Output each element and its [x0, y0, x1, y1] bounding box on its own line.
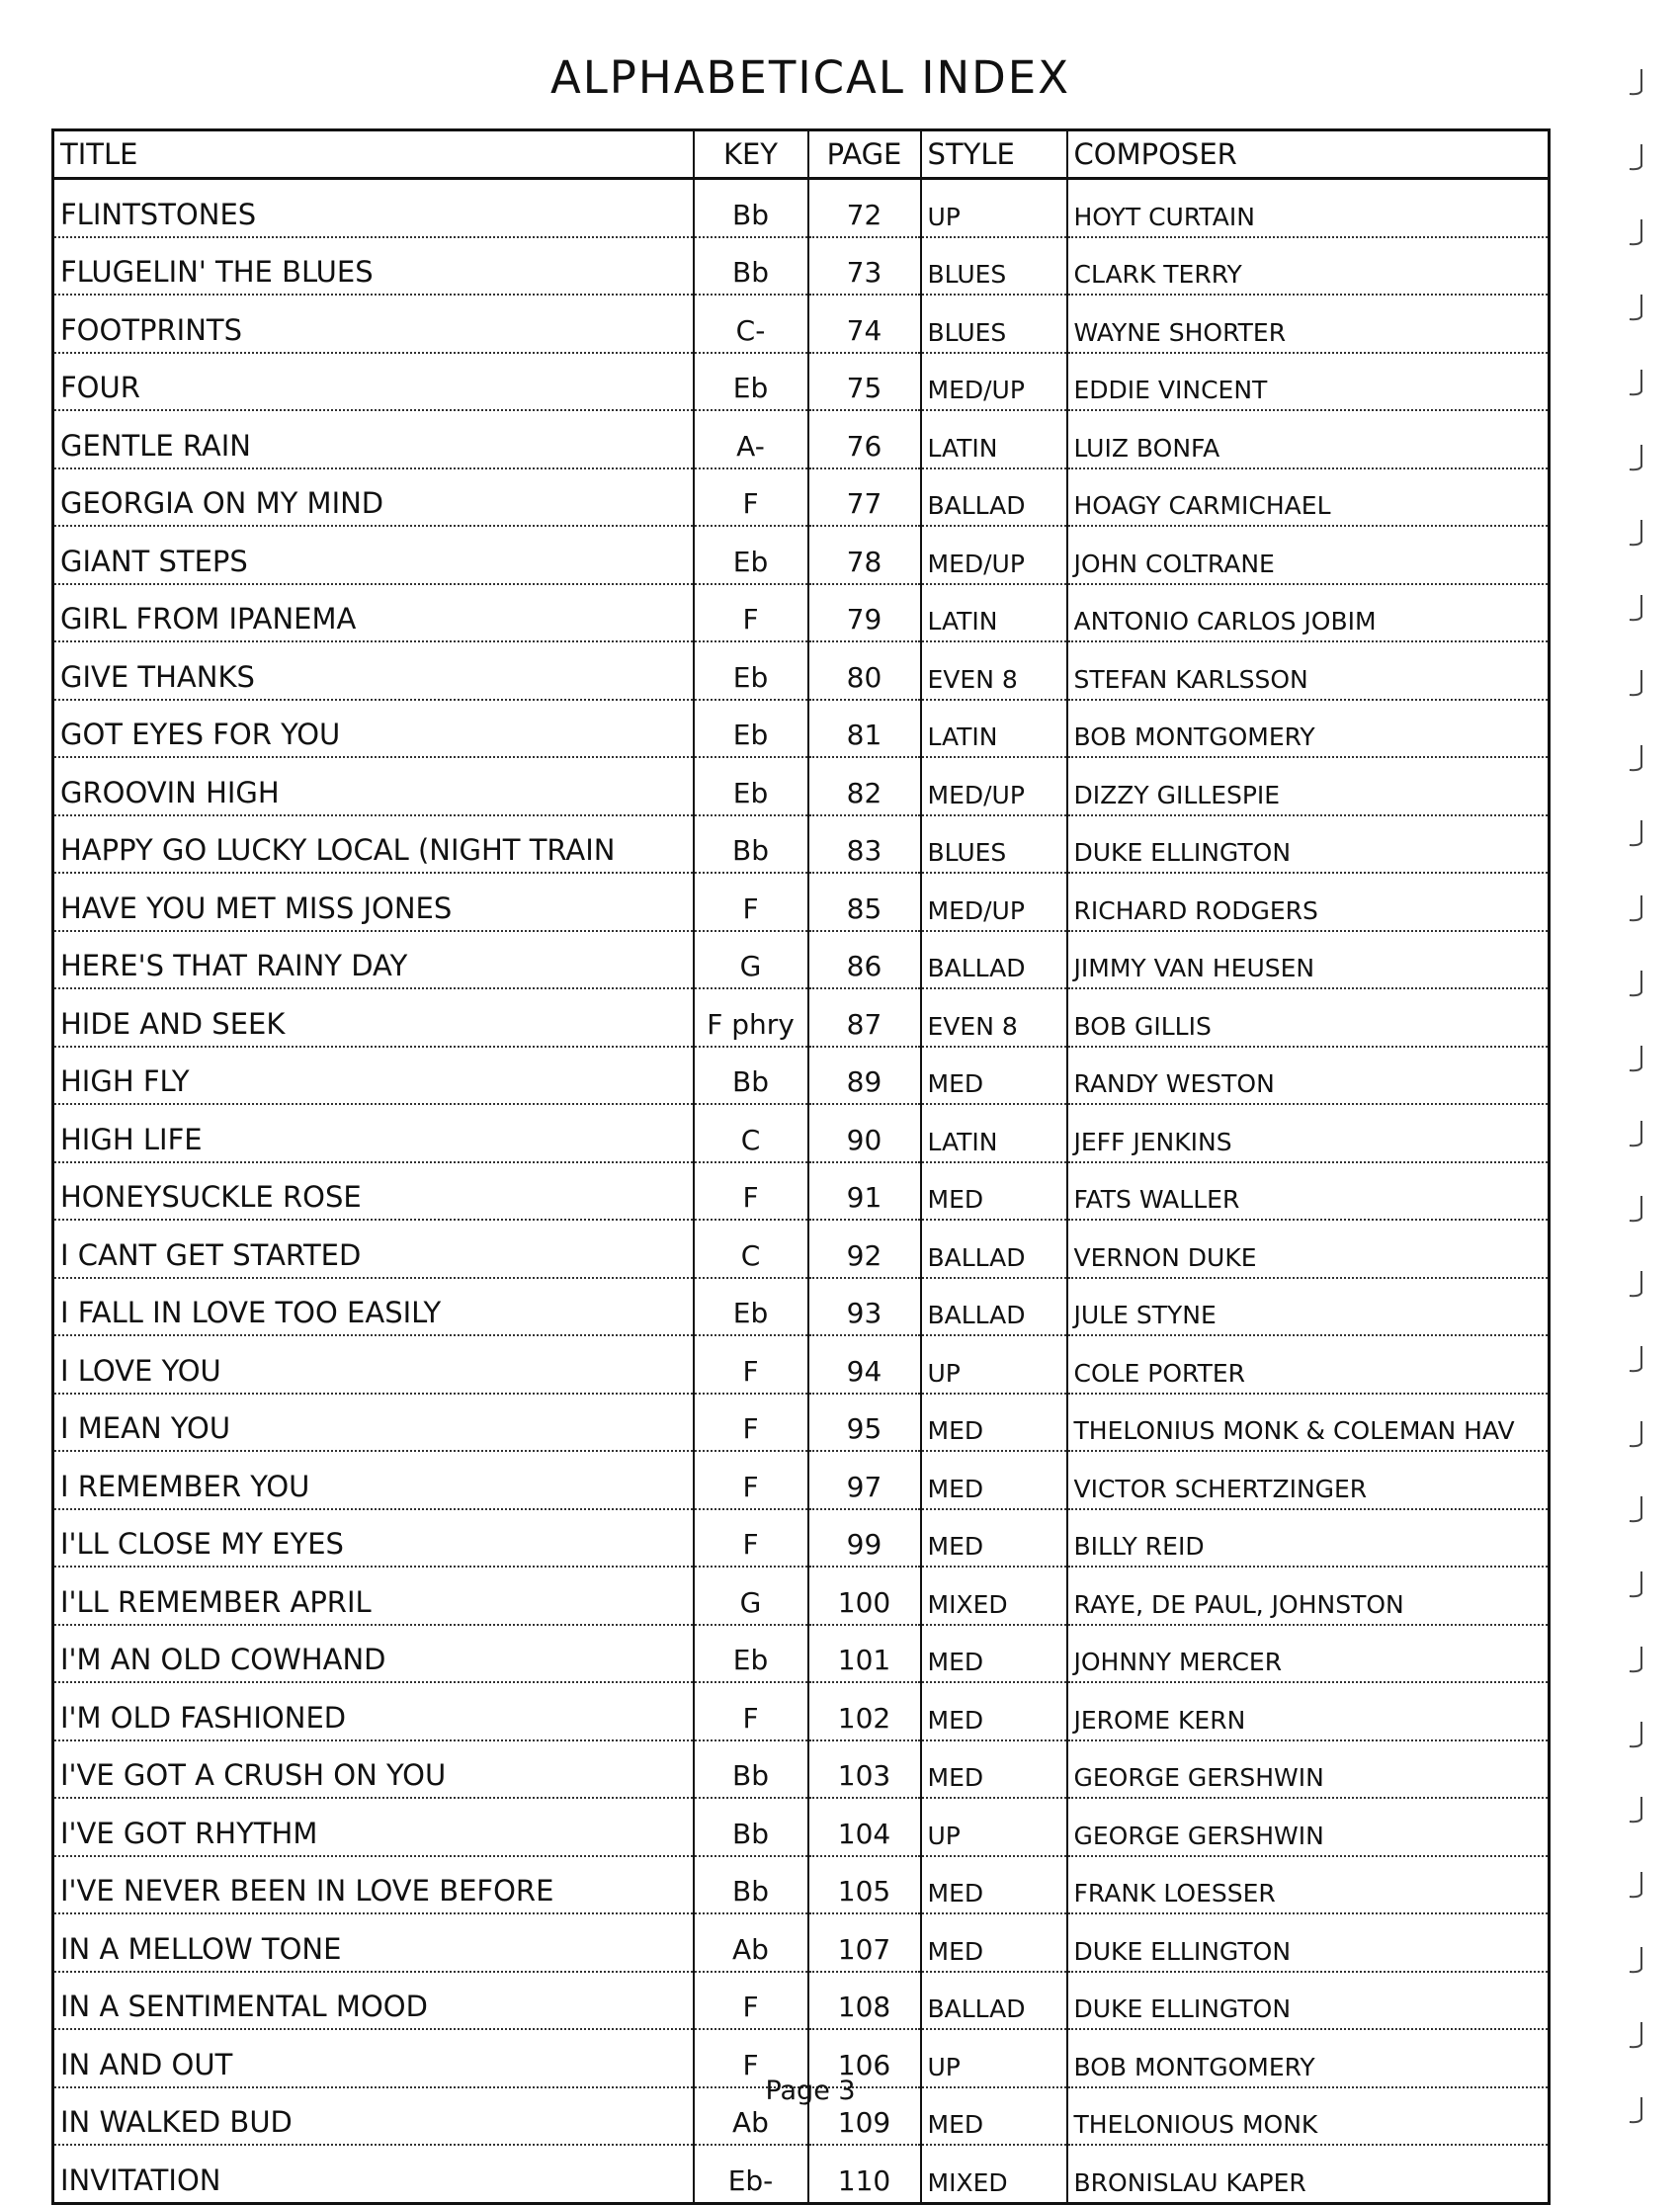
- song-style: MED: [921, 1682, 1067, 1740]
- song-title: HAVE YOU MET MISS JONES: [53, 873, 694, 931]
- song-style: LATIN: [921, 700, 1067, 758]
- song-title: I'LL REMEMBER APRIL: [53, 1567, 694, 1625]
- song-style: UP: [921, 2029, 1067, 2087]
- header-row: [53, 130, 1550, 179]
- song-key: Bb: [694, 1856, 808, 1914]
- song-title: I'VE NEVER BEEN IN LOVE BEFORE: [53, 1856, 694, 1914]
- song-composer: EDDIE VINCENT: [1067, 353, 1550, 411]
- song-composer: FATS WALLER: [1067, 1162, 1550, 1221]
- song-page: 77: [808, 468, 921, 527]
- song-style: MED: [921, 1451, 1067, 1509]
- song-key: F: [694, 1451, 808, 1509]
- song-composer: FRANK LOESSER: [1067, 1856, 1550, 1914]
- song-style: UP: [921, 1798, 1067, 1856]
- song-title: I'M OLD FASHIONED: [53, 1682, 694, 1740]
- song-title: HIGH LIFE: [53, 1104, 694, 1162]
- song-title: IN A SENTIMENTAL MOOD: [53, 1972, 694, 2030]
- song-title: HIGH FLY: [53, 1047, 694, 1105]
- song-composer: JIMMY VAN HEUSEN: [1067, 931, 1550, 989]
- song-title: I FALL IN LOVE TOO EASILY: [53, 1278, 694, 1336]
- song-style: MED: [921, 1856, 1067, 1914]
- song-title: I CANT GET STARTED: [53, 1220, 694, 1278]
- song-page: 99: [808, 1509, 921, 1568]
- song-title: HAPPY GO LUCKY LOCAL (NIGHT TRAIN: [53, 815, 694, 874]
- song-key: A-: [694, 410, 808, 468]
- song-style: MIXED: [921, 1567, 1067, 1625]
- song-key: C: [694, 1104, 808, 1162]
- song-composer: COLE PORTER: [1067, 1335, 1550, 1394]
- binding-marks: [1626, 30, 1645, 2125]
- song-style: MED/UP: [921, 353, 1067, 411]
- song-style: LATIN: [921, 410, 1067, 468]
- song-page: 94: [808, 1335, 921, 1394]
- table-row: [53, 237, 1550, 296]
- table-row: [53, 1162, 1550, 1221]
- song-key: F: [694, 1509, 808, 1568]
- song-composer: JOHN COLTRANE: [1067, 526, 1550, 584]
- alphabetical-index-table: [51, 128, 1551, 2205]
- table-row: [53, 1972, 1550, 2030]
- table-row: [53, 1567, 1550, 1625]
- song-page: 74: [808, 295, 921, 353]
- song-key: Bb: [694, 179, 808, 237]
- header-composer: COMPOSER: [1067, 130, 1550, 179]
- song-composer: THELONIUS MONK & COLEMAN HAV: [1067, 1394, 1550, 1452]
- song-style: UP: [921, 1335, 1067, 1394]
- song-style: BALLAD: [921, 1278, 1067, 1336]
- song-style: MED: [921, 1047, 1067, 1105]
- song-title: GIRL FROM IPANEMA: [53, 584, 694, 642]
- song-key: Eb: [694, 526, 808, 584]
- song-page: 90: [808, 1104, 921, 1162]
- song-key: Bb: [694, 1798, 808, 1856]
- song-page: 109: [808, 2087, 921, 2146]
- song-style: BALLAD: [921, 1972, 1067, 2030]
- song-composer: DIZZY GILLESPIE: [1067, 757, 1550, 815]
- song-page: 86: [808, 931, 921, 989]
- song-key: F: [694, 1972, 808, 2030]
- song-key: Bb: [694, 1740, 808, 1799]
- song-title: GIANT STEPS: [53, 526, 694, 584]
- song-page: 102: [808, 1682, 921, 1740]
- song-composer: LUIZ BONFA: [1067, 410, 1550, 468]
- song-style: MED: [921, 1913, 1067, 1972]
- song-page: 100: [808, 1567, 921, 1625]
- song-key: F: [694, 1335, 808, 1394]
- table-row: [53, 1682, 1550, 1740]
- table-row: [53, 353, 1550, 411]
- song-page: 91: [808, 1162, 921, 1221]
- song-page: 81: [808, 700, 921, 758]
- song-composer: VICTOR SCHERTZINGER: [1067, 1451, 1550, 1509]
- song-style: BLUES: [921, 815, 1067, 874]
- song-composer: BOB MONTGOMERY: [1067, 2029, 1550, 2087]
- song-page: 85: [808, 873, 921, 931]
- song-composer: CLARK TERRY: [1067, 237, 1550, 296]
- song-key: F: [694, 1682, 808, 1740]
- song-page: 87: [808, 988, 921, 1047]
- song-key: F: [694, 873, 808, 931]
- song-style: MED: [921, 1740, 1067, 1799]
- table-row: [53, 179, 1550, 237]
- song-composer: STEFAN KARLSSON: [1067, 641, 1550, 700]
- song-page: 76: [808, 410, 921, 468]
- song-style: BLUES: [921, 295, 1067, 353]
- song-key: G: [694, 1567, 808, 1625]
- header-style: STYLE: [921, 130, 1067, 179]
- song-composer: ANTONIO CARLOS JOBIM: [1067, 584, 1550, 642]
- song-page: 83: [808, 815, 921, 874]
- song-title: FLINTSTONES: [53, 179, 694, 237]
- song-composer: BRONISLAU KAPER: [1067, 2145, 1550, 2203]
- song-page: 104: [808, 1798, 921, 1856]
- song-style: MED: [921, 1509, 1067, 1568]
- table-row: [53, 1913, 1550, 1972]
- song-page: 95: [808, 1394, 921, 1452]
- song-page: 93: [808, 1278, 921, 1336]
- song-key: Eb: [694, 1278, 808, 1336]
- song-composer: GEORGE GERSHWIN: [1067, 1740, 1550, 1799]
- song-key: F: [694, 468, 808, 527]
- song-page: 101: [808, 1625, 921, 1683]
- table-row: [53, 757, 1550, 815]
- header-title: TITLE: [53, 130, 694, 179]
- song-style: MED: [921, 1625, 1067, 1683]
- song-title: GOT EYES FOR YOU: [53, 700, 694, 758]
- table-row: [53, 295, 1550, 353]
- song-key: Bb: [694, 1047, 808, 1105]
- song-composer: THELONIOUS MONK: [1067, 2087, 1550, 2146]
- song-title: HONEYSUCKLE ROSE: [53, 1162, 694, 1221]
- song-key: C: [694, 1220, 808, 1278]
- song-page: 79: [808, 584, 921, 642]
- song-composer: JULE STYNE: [1067, 1278, 1550, 1336]
- song-title: IN A MELLOW TONE: [53, 1913, 694, 1972]
- song-composer: GEORGE GERSHWIN: [1067, 1798, 1550, 1856]
- table-row: [53, 1047, 1550, 1105]
- song-composer: RANDY WESTON: [1067, 1047, 1550, 1105]
- song-title: I REMEMBER YOU: [53, 1451, 694, 1509]
- song-page: 80: [808, 641, 921, 700]
- song-title: I MEAN YOU: [53, 1394, 694, 1452]
- song-title: GROOVIN HIGH: [53, 757, 694, 815]
- song-title: HIDE AND SEEK: [53, 988, 694, 1047]
- song-composer: BOB MONTGOMERY: [1067, 700, 1550, 758]
- song-composer: RICHARD RODGERS: [1067, 873, 1550, 931]
- table-row: [53, 1220, 1550, 1278]
- song-composer: HOYT CURTAIN: [1067, 179, 1550, 237]
- song-title: INVITATION: [53, 2145, 694, 2203]
- table-row: [53, 873, 1550, 931]
- song-title: GENTLE RAIN: [53, 410, 694, 468]
- song-key: F: [694, 584, 808, 642]
- table-row: [53, 1856, 1550, 1914]
- song-title: GEORGIA ON MY MIND: [53, 468, 694, 527]
- song-composer: DUKE ELLINGTON: [1067, 815, 1550, 874]
- song-page: 108: [808, 1972, 921, 2030]
- song-key: F phry: [694, 988, 808, 1047]
- song-style: LATIN: [921, 1104, 1067, 1162]
- song-style: MED/UP: [921, 873, 1067, 931]
- table-row: [53, 988, 1550, 1047]
- song-key: Eb: [694, 641, 808, 700]
- song-style: MED/UP: [921, 526, 1067, 584]
- song-key: Bb: [694, 237, 808, 296]
- song-title: GIVE THANKS: [53, 641, 694, 700]
- song-page: 105: [808, 1856, 921, 1914]
- song-title: FOOTPRINTS: [53, 295, 694, 353]
- table-row: [53, 1278, 1550, 1336]
- page-number: Page 3: [765, 2076, 856, 2106]
- song-page: 75: [808, 353, 921, 411]
- song-composer: WAYNE SHORTER: [1067, 295, 1550, 353]
- table-row: [53, 1798, 1550, 1856]
- song-page: 103: [808, 1740, 921, 1799]
- song-composer: RAYE, DE PAUL, JOHNSTON: [1067, 1567, 1550, 1625]
- song-page: 82: [808, 757, 921, 815]
- table-row: [53, 1625, 1550, 1683]
- table-row: [53, 1509, 1550, 1568]
- song-page: 97: [808, 1451, 921, 1509]
- song-page: 73: [808, 237, 921, 296]
- song-key: Eb-: [694, 2145, 808, 2203]
- table-row: [53, 584, 1550, 642]
- song-composer: JEROME KERN: [1067, 1682, 1550, 1740]
- table-row: [53, 931, 1550, 989]
- song-key: Ab: [694, 2087, 808, 2146]
- song-composer: BILLY REID: [1067, 1509, 1550, 1568]
- song-style: UP: [921, 179, 1067, 237]
- song-page: 89: [808, 1047, 921, 1105]
- song-page: 72: [808, 179, 921, 237]
- table-row: [53, 2145, 1550, 2203]
- song-style: BALLAD: [921, 931, 1067, 989]
- song-title: I LOVE YOU: [53, 1335, 694, 1394]
- song-page: 107: [808, 1913, 921, 1972]
- song-title: IN AND OUT: [53, 2029, 694, 2087]
- song-key: Ab: [694, 1913, 808, 1972]
- song-style: BLUES: [921, 237, 1067, 296]
- song-key: Eb: [694, 700, 808, 758]
- song-key: F: [694, 1162, 808, 1221]
- song-composer: VERNON DUKE: [1067, 1220, 1550, 1278]
- song-key: G: [694, 931, 808, 989]
- song-key: C-: [694, 295, 808, 353]
- song-page: 106: [808, 2029, 921, 2087]
- song-page: 92: [808, 1220, 921, 1278]
- song-page: 110: [808, 2145, 921, 2203]
- song-key: Eb: [694, 1625, 808, 1683]
- song-title: FLUGELIN' THE BLUES: [53, 237, 694, 296]
- song-title: I'LL CLOSE MY EYES: [53, 1509, 694, 1568]
- song-composer: BOB GILLIS: [1067, 988, 1550, 1047]
- song-style: MED: [921, 2087, 1067, 2146]
- table-row: [53, 526, 1550, 584]
- song-key: F: [694, 1394, 808, 1452]
- table-row: [53, 641, 1550, 700]
- index-body: [53, 179, 1550, 2204]
- song-key: F: [694, 2029, 808, 2087]
- song-style: MED: [921, 1394, 1067, 1452]
- song-style: BALLAD: [921, 1220, 1067, 1278]
- table-row: [53, 1335, 1550, 1394]
- song-key: Eb: [694, 757, 808, 815]
- song-style: EVEN 8: [921, 988, 1067, 1047]
- song-style: MED/UP: [921, 757, 1067, 815]
- table-row: [53, 1104, 1550, 1162]
- song-title: FOUR: [53, 353, 694, 411]
- song-style: EVEN 8: [921, 641, 1067, 700]
- table-row: [53, 700, 1550, 758]
- page-title: ALPHABETICAL INDEX: [549, 51, 1071, 104]
- table-row: [53, 1740, 1550, 1799]
- song-composer: DUKE ELLINGTON: [1067, 1972, 1550, 2030]
- song-key: Bb: [694, 815, 808, 874]
- song-composer: JEFF JENKINS: [1067, 1104, 1550, 1162]
- table-row: [53, 815, 1550, 874]
- song-key: Eb: [694, 353, 808, 411]
- song-style: BALLAD: [921, 468, 1067, 527]
- song-style: MED: [921, 1162, 1067, 1221]
- song-page: 78: [808, 526, 921, 584]
- table-row: [53, 468, 1550, 527]
- song-style: MIXED: [921, 2145, 1067, 2203]
- song-composer: DUKE ELLINGTON: [1067, 1913, 1550, 1972]
- song-composer: HOAGY CARMICHAEL: [1067, 468, 1550, 527]
- table-row: [53, 1394, 1550, 1452]
- song-title: HERE'S THAT RAINY DAY: [53, 931, 694, 989]
- song-title: I'M AN OLD COWHAND: [53, 1625, 694, 1683]
- song-title: I'VE GOT RHYTHM: [53, 1798, 694, 1856]
- table-row: [53, 1451, 1550, 1509]
- song-title: IN WALKED BUD: [53, 2087, 694, 2146]
- song-composer: JOHNNY MERCER: [1067, 1625, 1550, 1683]
- song-title: I'VE GOT A CRUSH ON YOU: [53, 1740, 694, 1799]
- table-row: [53, 410, 1550, 468]
- song-style: LATIN: [921, 584, 1067, 642]
- header-page: PAGE: [808, 130, 921, 179]
- header-key: KEY: [694, 130, 808, 179]
